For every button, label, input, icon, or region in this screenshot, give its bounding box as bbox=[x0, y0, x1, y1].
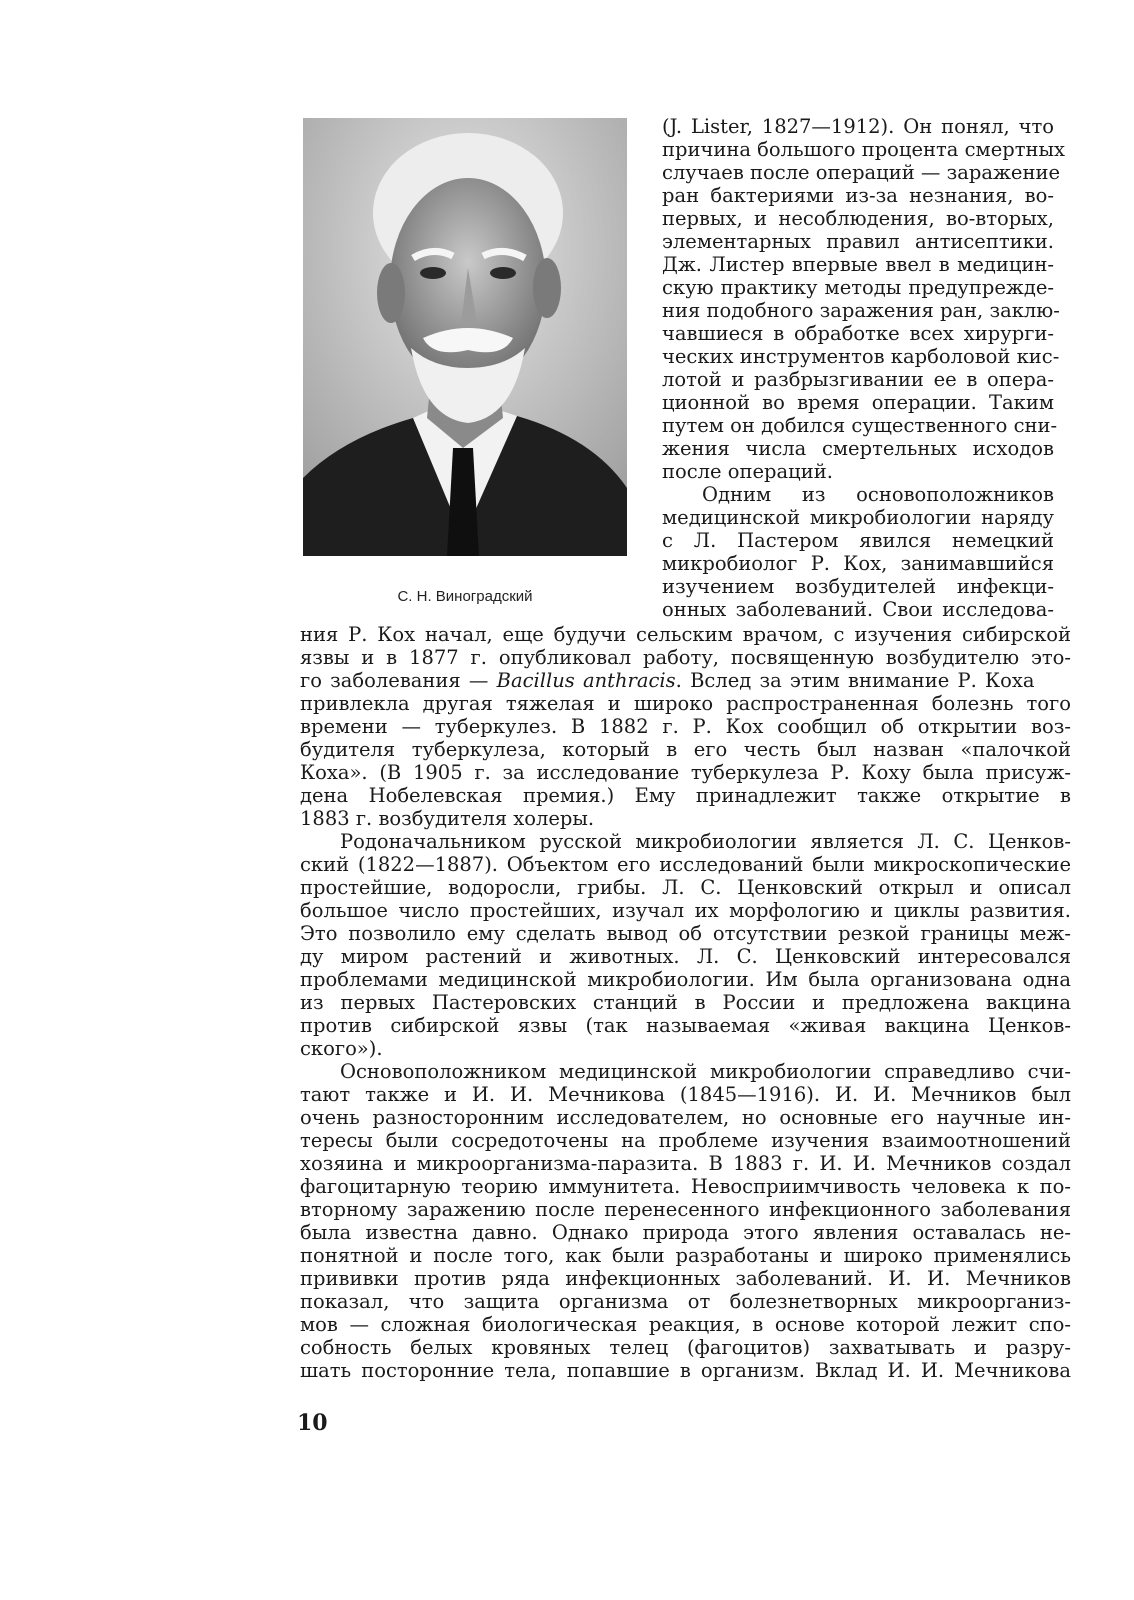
text-line: ран бактериями из-за незнания, во- bbox=[662, 184, 1054, 207]
text-line: привлекла другая тяжелая и широко распространенная болезнь того bbox=[300, 692, 1071, 715]
text-line: Коха». (В 1905 г. за исследование туберкулеза Р. Коху была присуж- bbox=[300, 761, 1071, 784]
text-line: язвы и в 1877 г. опубликовал работу, посвященную возбудителю это- bbox=[300, 646, 1071, 669]
text-line: тают также и И. И. Мечникова (1845—1916). И. И. Мечников был bbox=[300, 1083, 1071, 1106]
text-line: фагоцитарную теорию иммунитета. Невосприимчивость человека к по- bbox=[300, 1175, 1071, 1198]
text-line: Это позволило ему сделать вывод об отсутствии резкой границы меж- bbox=[300, 922, 1071, 945]
text-span: го заболевания — bbox=[300, 669, 489, 692]
text-line: проблемами медицинской микробиологии. Им была организована одна bbox=[300, 968, 1071, 991]
text-line: онных заболеваний. Свои исследова- bbox=[662, 598, 1054, 621]
text-line: времени — туберкулез. В 1882 г. Р. Кох сообщил об открытии воз- bbox=[300, 715, 1071, 738]
text-line: хозяина и микроорганизма-паразита. В 1883 г. И. И. Мечников создал bbox=[300, 1152, 1071, 1175]
text-line: была известна давно. Однако природа этого явления оставалась не- bbox=[300, 1221, 1071, 1244]
text-line: мов — сложная биологическая реакция, в основе которой лежит спо- bbox=[300, 1313, 1071, 1336]
text-line: скую практику методы предупрежде- bbox=[662, 276, 1054, 299]
text-line: собность белых кровяных телец (фагоцитов) захватывать и разру- bbox=[300, 1336, 1071, 1359]
text-line: случаев после операций — заражение bbox=[662, 161, 1060, 184]
text-line: простейшие, водоросли, грибы. Л. С. Ценковский открыл и описал bbox=[300, 876, 1071, 899]
text-line: микробиолог Р. Кох, занимавшийся bbox=[662, 552, 1054, 575]
text-line: лотой и разбрызгивании ее в опера- bbox=[662, 368, 1054, 391]
text-line: большое число простейших, изучал их морфологию и циклы развития. bbox=[300, 899, 1071, 922]
text-line: понятной и после того, как были разработаны и широко применялись bbox=[300, 1244, 1071, 1267]
text-line: элементарных правил антисептики. bbox=[662, 230, 1054, 253]
portrait-illustration bbox=[303, 118, 627, 556]
text-line: ческих инструментов карболовой кис- bbox=[662, 345, 1060, 368]
text-line: после операций. bbox=[662, 460, 833, 483]
text-line: показал, что защита организма от болезнетворных микроорганиз- bbox=[300, 1290, 1071, 1313]
text-line: вторному заражению после перенесенного инфекционного заболевания bbox=[300, 1198, 1071, 1221]
text-line: ционной во время операции. Таким bbox=[662, 391, 1054, 414]
text-line: ния Р. Кох начал, еще будучи сельским врачом, с изучения сибирской bbox=[300, 623, 1071, 646]
species-name: Bacillus anthracis bbox=[496, 669, 676, 692]
text-line: (J. Lister, 1827—1912). Он понял, что bbox=[662, 115, 1054, 138]
text-line: изучением возбудителей инфекци- bbox=[662, 575, 1054, 598]
text-line: жения числа смертельных исходов bbox=[662, 437, 1054, 460]
text-line: медицинской микробиологии наряду bbox=[662, 506, 1054, 529]
portrait-photo bbox=[303, 118, 627, 556]
portrait-caption: С. Н. Виноградский bbox=[397, 588, 533, 605]
text-line: шать посторонние тела, попавшие в организм. Вклад И. И. Мечникова bbox=[300, 1359, 1071, 1382]
page-number: 10 bbox=[297, 1410, 328, 1436]
text-line: ского»). bbox=[300, 1037, 383, 1060]
text-line: Основоположником медицинской микробиологии справедливо счи- bbox=[340, 1060, 1071, 1083]
text-span: . Вслед за этим внимание Р. Коха bbox=[675, 669, 1035, 692]
text-line: очень разносторонним исследователем, но основные его научные ин- bbox=[300, 1106, 1071, 1129]
text-line: Дж. Листер впервые ввел в медицин- bbox=[662, 253, 1054, 276]
text-line: ния подобного заражения ран, заклю- bbox=[662, 299, 1060, 322]
text-line: путем он добился существенного сни- bbox=[662, 414, 1058, 437]
text-line: ду миром растений и животных. Л. С. Ценковский интересовался bbox=[300, 945, 1071, 968]
text-line: ский (1822—1887). Объектом его исследований были микроскопические bbox=[300, 853, 1071, 876]
text-line: будителя туберкулеза, который в его честь был назван «палочкой bbox=[300, 738, 1071, 761]
text-line: причина большого процента смертных bbox=[662, 138, 1066, 161]
text-line: первых, и несоблюдения, во-вторых, bbox=[662, 207, 1054, 230]
text-line: против сибирской язвы (так называемая «живая вакцина Ценков- bbox=[300, 1014, 1071, 1037]
text-line: чавшиеся в обработке всех хирурги- bbox=[662, 322, 1054, 345]
text-line: из первых Пастеровских станций в России и предложена вакцина bbox=[300, 991, 1071, 1014]
text-line: Одним из основоположников bbox=[702, 483, 1054, 506]
text-line: Родоначальником русской микробиологии является Л. С. Ценков- bbox=[340, 830, 1071, 853]
text-line: тересы были сосредоточены на проблеме изучения взаимоотношений bbox=[300, 1129, 1071, 1152]
text-line: 1883 г. возбудителя холеры. bbox=[300, 807, 595, 830]
text-line: прививки против ряда инфекционных заболеваний. И. И. Мечников bbox=[300, 1267, 1071, 1290]
text-line: с Л. Пастером явился немецкий bbox=[662, 529, 1054, 552]
text-line: дена Нобелевская премия.) Ему принадлежит также открытие в bbox=[300, 784, 1071, 807]
text-line bbox=[300, 669, 1071, 692]
